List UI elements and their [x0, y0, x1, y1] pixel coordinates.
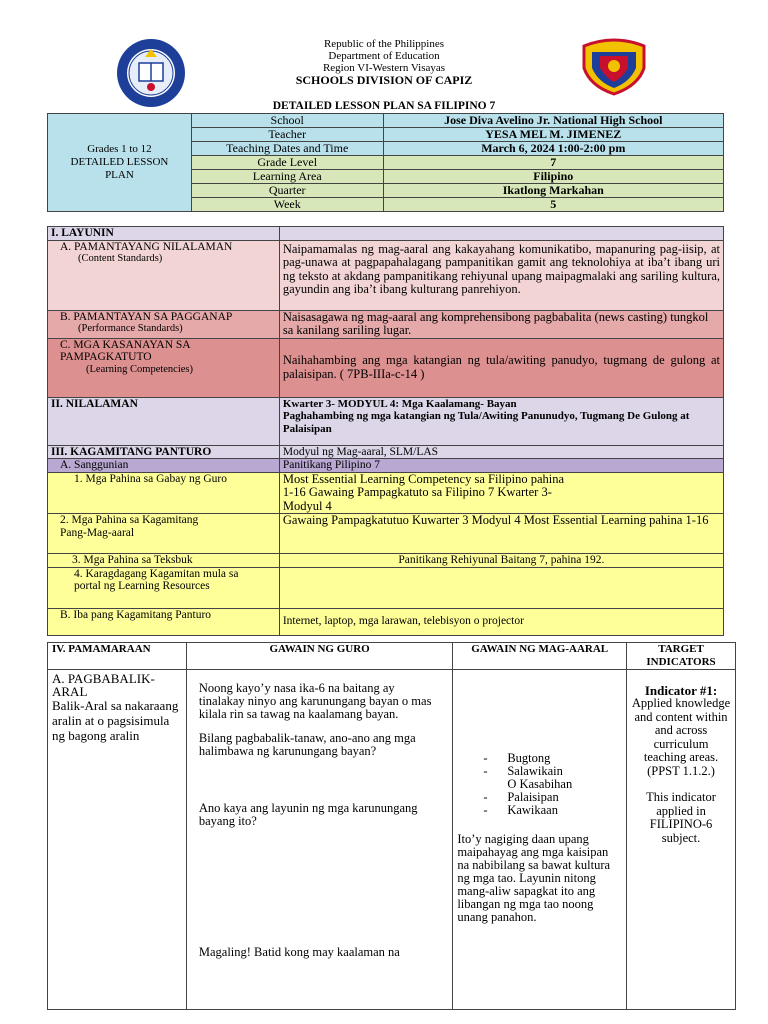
header-gawain-mag-aaral: GAWAIN NG MAG-AARAL: [453, 643, 627, 670]
info-value-teacher: YESA MEL M. JIMENEZ: [383, 128, 723, 142]
header-pamamaraan: IV. PAMAMARAAN: [48, 643, 187, 670]
list-item: - Salawikain: [483, 764, 563, 778]
info-label-grade: Grade Level: [191, 156, 383, 170]
content-standards-sub: (Content Standards): [78, 253, 163, 264]
sanggunian-value: Panitikang Pilipino 7: [279, 459, 723, 473]
department-line: Department of Education: [328, 50, 440, 62]
document-title: DETAILED LESSON PLAN SA FILIPINO 7: [272, 100, 496, 112]
sanggunian-label: A. Sanggunian: [48, 459, 280, 473]
performance-standards-sub: (Performance Standards): [78, 323, 183, 334]
nilalaman-line2: Paghahambing ng mga katangian ng Tula/Awiting Panunudyo, Tugmang De Gulong at Palaisipan: [282, 410, 690, 435]
iba-pang-kagamitan-value: Internet, laptop, mga larawan, telebisyon o projector: [279, 608, 723, 635]
layunin-heading: I. LAYUNIN: [48, 227, 280, 241]
teacher-paragraph-3: Ano kaya ang layunin ng mga karunungang bayang ito?: [198, 801, 418, 828]
karagdagang-kagamitan-label: 4. Karagdagang Kagamitan mula sa portal ng Learning Resources: [48, 567, 280, 608]
info-value-grade: 7: [383, 156, 723, 170]
info-value-school: Jose Diva Avelino Jr. National High School: [383, 114, 723, 128]
teacher-paragraph-2: Bilang pagbabalik-tanaw, ano-ano ang mga halimbawa ng karunungang bayan?: [198, 731, 416, 758]
phase-title: A. PAGBABALIK-ARAL: [52, 671, 155, 699]
info-label-dates: Teaching Dates and Time: [191, 142, 383, 156]
list-item: - Kawikaan: [483, 803, 558, 817]
student-answer-list: [457, 752, 616, 817]
competencies-text: Naihahambing ang mga katangian ng tula/awiting panudyo, tugmang de gulong at palaisipan. ( 7PB-IIIa-c-14 ): [279, 338, 723, 397]
teacher-paragraph-1: Noong kayo’y nasa ika-6 na baitang ay tinalakay ninyo ang karunungang bayan o mas kilala rin sa tawag na kaalamang bayan.: [198, 681, 432, 721]
iba-pang-kagamitan-label: B. Iba pang Kagamitang Panturo: [48, 608, 280, 635]
info-label-quarter: Quarter: [191, 184, 383, 198]
competencies-label: C. MGA KASANAYAN SA PAMPAGKATUTO: [60, 338, 190, 363]
indicator-note: This indicator applied in FILIPINO-6 subject.: [646, 790, 716, 845]
letterhead: [0, 38, 768, 86]
kagamitan-heading: III. KAGAMITANG PANTURO: [48, 445, 280, 459]
republic-line: Republic of the Philippines: [323, 38, 445, 50]
header-gawain-guro: GAWAIN NG GURO: [186, 643, 452, 670]
competencies-sub: (Learning Competencies): [86, 363, 193, 375]
division-line: SCHOOLS DIVISION OF CAPIZ: [295, 73, 473, 87]
procedure-table: [47, 642, 736, 1010]
info-label-week: Week: [191, 198, 383, 212]
gabay-guro-label: 1. Mga Pahina sa Gabay ng Guro: [48, 472, 280, 514]
dlp-label: Grades 1 to 12 DETAILED LESSON PLAN: [48, 114, 192, 212]
header-target-indicators: TARGET INDICATORS: [627, 643, 736, 670]
info-label-teacher: Teacher: [191, 128, 383, 142]
teksbuk-value: Panitikang Rehiyunal Baitang 7, pahina 192.: [279, 554, 723, 568]
indicator-title: Indicator #1:: [644, 683, 718, 698]
kagamitang-mag-aaral-value: Gawaing Pampagkatutuo Kuwarter 3 Modyul 4 Most Essential Learning pahina 1-16: [279, 514, 723, 554]
list-item: - Palaisipan: [483, 790, 559, 804]
info-value-quarter: Ikatlong Markahan: [383, 184, 723, 198]
indicator-text: Applied knowledge and content within and across curriculum teaching areas. (PPST 1.1.2.): [631, 696, 731, 778]
info-value-dates: March 6, 2024 1:00-2:00 pm: [383, 142, 723, 156]
karagdagang-kagamitan-value: [279, 567, 723, 608]
student-paragraph: Ito’y nagiging daan upang maipahayag ang mga kaisipan na nabibilang sa bawat kultura ng mga tao. Layunin nitong mang-aliw sapagkat ito ang libangan ng mga tao noong unang panahon.: [457, 832, 611, 924]
nilalaman-heading: II. NILALAMAN: [48, 397, 280, 445]
info-label-school: School: [191, 114, 383, 128]
list-item: O Kasabihan: [507, 777, 573, 791]
gabay-guro-value: Most Essential Learning Competency sa Filipino pahina 1-16 Gawaing Pampagkatuto sa Filipino 7 Kwarter 3- Modyul 4: [279, 472, 723, 514]
nilalaman-line1: Kwarter 3- MODYUL 4: Mga Kaalamang- Bayan: [282, 397, 517, 410]
performance-standards-text: Naisasagawa ng mag-aaral ang komprehensibong pagbabalita (news casting) tungkol sa kanilang sariling lugar.: [279, 310, 723, 338]
list-item: - Bugtong: [483, 751, 551, 765]
kagamitan-heading-value: Modyul ng Mag-aaral, SLM/LAS: [279, 445, 723, 459]
lesson-table: [47, 226, 724, 636]
info-label-area: Learning Area: [191, 170, 383, 184]
info-table: [47, 113, 724, 212]
phase-subtitle: Balik-Aral sa nakaraang aralin at o pagsisimula ng bagong aralin: [52, 698, 179, 743]
content-standards-label: A. PAMANTAYANG NILALAMAN: [60, 240, 233, 253]
content-standards-text: Naipamamalas ng mag-aaral ang kakayahang komunikatibo, mapanuring pag-iisip, at pag-unawa at pagpapahalagang pampanitikan gamit ang teknolohiya at iba’t ibang uri ng teksto at akdang pampanitikang rehiyunal upang maipagmalaki ang sariling kultura, gayundin ang iba’t ibang kulturang panrehiyon.: [279, 240, 723, 310]
info-value-area: Filipino: [383, 170, 723, 184]
performance-standards-label: B. PAMANTAYAN SA PAGGANAP: [60, 310, 233, 323]
teacher-paragraph-4: Magaling! Batid kong may kaalaman na: [198, 945, 400, 959]
region-line: Region VI-Western Visayas: [322, 62, 446, 74]
kagamitang-mag-aaral-label: 2. Mga Pahina sa Kagamitang Pang-Mag-aaral: [48, 514, 280, 554]
teksbuk-label: 3. Mga Pahina sa Teksbuk: [48, 554, 280, 568]
info-value-week: 5: [383, 198, 723, 212]
